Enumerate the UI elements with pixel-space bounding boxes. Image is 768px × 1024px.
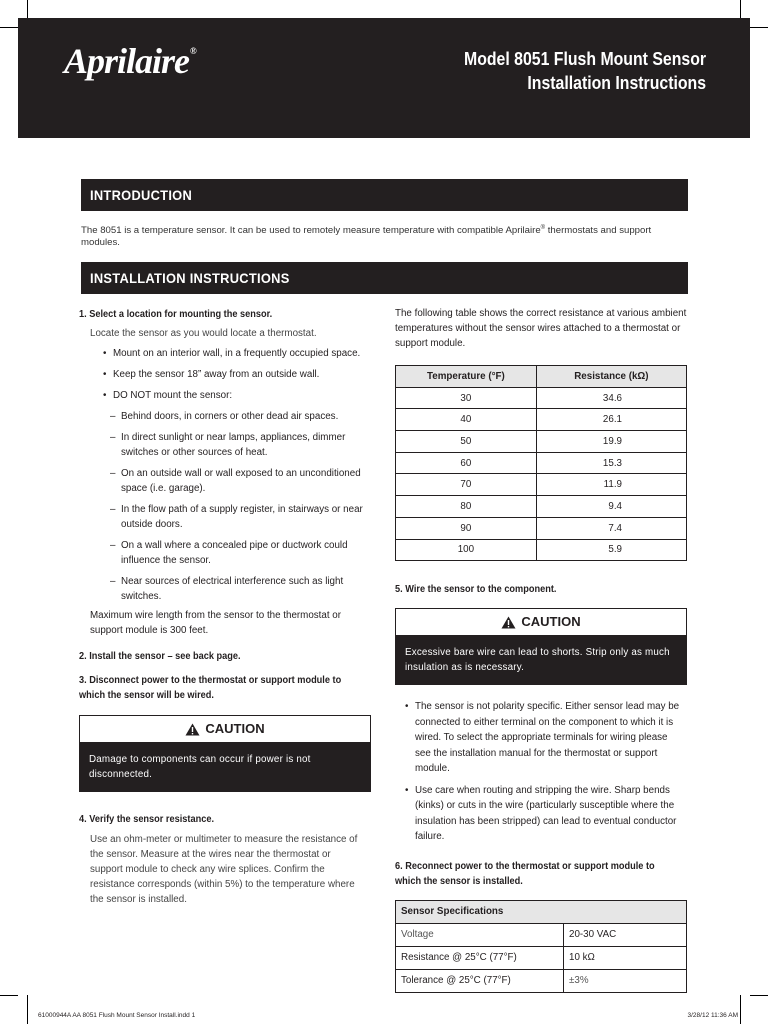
table-title: Sensor Specifications <box>396 900 687 923</box>
list-item: • Keep the sensor 18” away from an outside wall. <box>79 367 371 382</box>
step-2-title: 2. Install the sensor – see back page. <box>79 651 241 662</box>
table-row <box>396 474 687 496</box>
resistance-table <box>395 365 687 561</box>
table-row <box>396 517 687 539</box>
caution-header: CAUTION <box>80 716 370 742</box>
table-row <box>396 969 687 992</box>
table-cell: 70 <box>396 474 537 496</box>
table-row <box>396 409 687 431</box>
step-5-title: 5. Wire the sensor to the component. <box>395 584 557 596</box>
title-line-2: Installation Instructions <box>527 73 706 93</box>
table-row <box>396 452 687 474</box>
step-3-title: 3. Disconnect power to the thermostat or support module to which the sensor will be wired. <box>79 675 342 701</box>
table-row <box>396 900 687 923</box>
table-cell: ±3% <box>564 969 687 992</box>
table-cell: Voltage <box>396 923 564 946</box>
table-row <box>396 539 687 561</box>
table-cell: 50 <box>396 431 537 453</box>
table-cell: 100 <box>396 539 537 561</box>
crop-mark <box>0 995 18 996</box>
list-item: – In direct sunlight or near lamps, appliances, dimmer switches or other sources of heat. <box>79 430 369 460</box>
document-title <box>431 47 706 95</box>
table-row <box>396 387 687 409</box>
caution-box-wire <box>395 608 687 685</box>
list-item: – On a wall where a concealed pipe or ductwork could influence the sensor. <box>79 538 359 568</box>
warning-icon <box>185 723 200 736</box>
crop-mark <box>740 995 741 1024</box>
list-item: – On an outside wall or wall exposed to an unconditioned space (i.e. garage). <box>79 466 369 496</box>
table-cell: 20-30 VAC <box>564 923 687 946</box>
crop-mark <box>750 995 768 996</box>
table-cell: 7.4 <box>536 517 686 539</box>
table-intro: The following table shows the correct resistance at various ambient temperatures without the sensor wires attached to a thermostat or support module. <box>395 308 687 349</box>
table-header: Temperature (°F) <box>396 366 537 388</box>
introduction-text: The 8051 is a temperature sensor. It can be used to remotely measure temperature with compatible Aprilaire® thermostats and support modules. <box>81 225 652 249</box>
table-header: Resistance (kΩ) <box>536 366 686 388</box>
table-cell: 19.9 <box>536 431 686 453</box>
table-row <box>396 923 687 946</box>
table-cell: 90 <box>396 517 537 539</box>
list-item: – Near sources of electrical interference such as light switches. <box>79 574 349 604</box>
table-cell: 10 kΩ <box>564 946 687 969</box>
crop-mark <box>0 27 18 28</box>
step-1-note: Maximum wire length from the sensor to the thermostat or support module is 300 feet. <box>90 610 342 636</box>
print-timestamp: 3/28/12 11:36 AM <box>687 1012 738 1019</box>
table-cell: 11.9 <box>536 474 686 496</box>
table-cell: 80 <box>396 496 537 518</box>
list-item: • Mount on an interior wall, in a frequently occupied space. <box>79 346 371 361</box>
crop-mark <box>27 0 28 18</box>
step-4-text: Use an ohm-meter or multimeter to measure the resistance of the sensor. Measure at the wires near the thermostat or support module to check any wire splices. Confirm the resistance corresponds (within 5%) to the temperature where the sensor is installed. <box>90 834 358 905</box>
list-item: • Use care when routing and stripping the wire. Sharp bends (kinks) or cuts in the wire (particularly susceptible where the insulation has been stripped) can lead to eventual conductor failure. <box>395 783 689 845</box>
table-cell: 26.1 <box>536 409 686 431</box>
left-column <box>79 307 371 907</box>
introduction-heading: INTRODUCTION <box>81 179 688 211</box>
table-cell: 40 <box>396 409 537 431</box>
table-cell: 34.6 <box>536 387 686 409</box>
table-row <box>396 496 687 518</box>
table-row <box>396 946 687 969</box>
file-info: 61000944A AA 8051 Flush Mount Sensor Install.indd 1 <box>38 1012 196 1019</box>
sensor-specifications-table <box>395 900 687 993</box>
caution-box-power <box>79 715 371 792</box>
right-column <box>395 306 689 993</box>
crop-mark <box>750 27 768 28</box>
table-cell: 30 <box>396 387 537 409</box>
table-cell: 5.9 <box>536 539 686 561</box>
table-cell: 15.3 <box>536 452 686 474</box>
caution-header: CAUTION <box>396 609 686 635</box>
list-item: • DO NOT mount the sensor: <box>79 388 371 403</box>
caution-text: Excessive bare wire can lead to shorts. Strip only as much insulation as is necessary. <box>396 635 686 684</box>
step-1-title: 1. Select a location for mounting the sensor. <box>79 309 273 320</box>
warning-icon <box>501 616 516 629</box>
crop-mark <box>27 995 28 1024</box>
table-cell: Tolerance @ 25°C (77°F) <box>396 969 564 992</box>
step-4-title: 4. Verify the sensor resistance. <box>79 814 215 825</box>
table-cell: Resistance @ 25°C (77°F) <box>396 946 564 969</box>
crop-mark <box>740 0 741 18</box>
installation-heading: INSTALLATION INSTRUCTIONS <box>81 262 688 294</box>
table-cell: 60 <box>396 452 537 474</box>
caution-text: Damage to components can occur if power is not disconnected. <box>80 742 370 791</box>
table-row <box>396 431 687 453</box>
list-item: – In the flow path of a supply register, in stairways or near outside doors. <box>79 502 369 532</box>
title-line-1: Model 8051 Flush Mount Sensor <box>463 49 706 69</box>
brand-logo: Aprilaire® <box>64 41 196 81</box>
step-1-intro: Locate the sensor as you would locate a thermostat. <box>90 328 317 339</box>
list-item: • The sensor is not polarity specific. Either sensor lead may be connected to either terminal on the component to which it is wired. To select the appropriate terminals for wiring please see the installation manual for the thermostat or support module. <box>395 699 685 777</box>
table-cell: 9.4 <box>536 496 686 518</box>
list-item: – Behind doors, in corners or other dead air spaces. <box>79 409 371 424</box>
step-6-title: 6. Reconnect power to the thermostat or support module to which the sensor is installed. <box>395 860 655 887</box>
